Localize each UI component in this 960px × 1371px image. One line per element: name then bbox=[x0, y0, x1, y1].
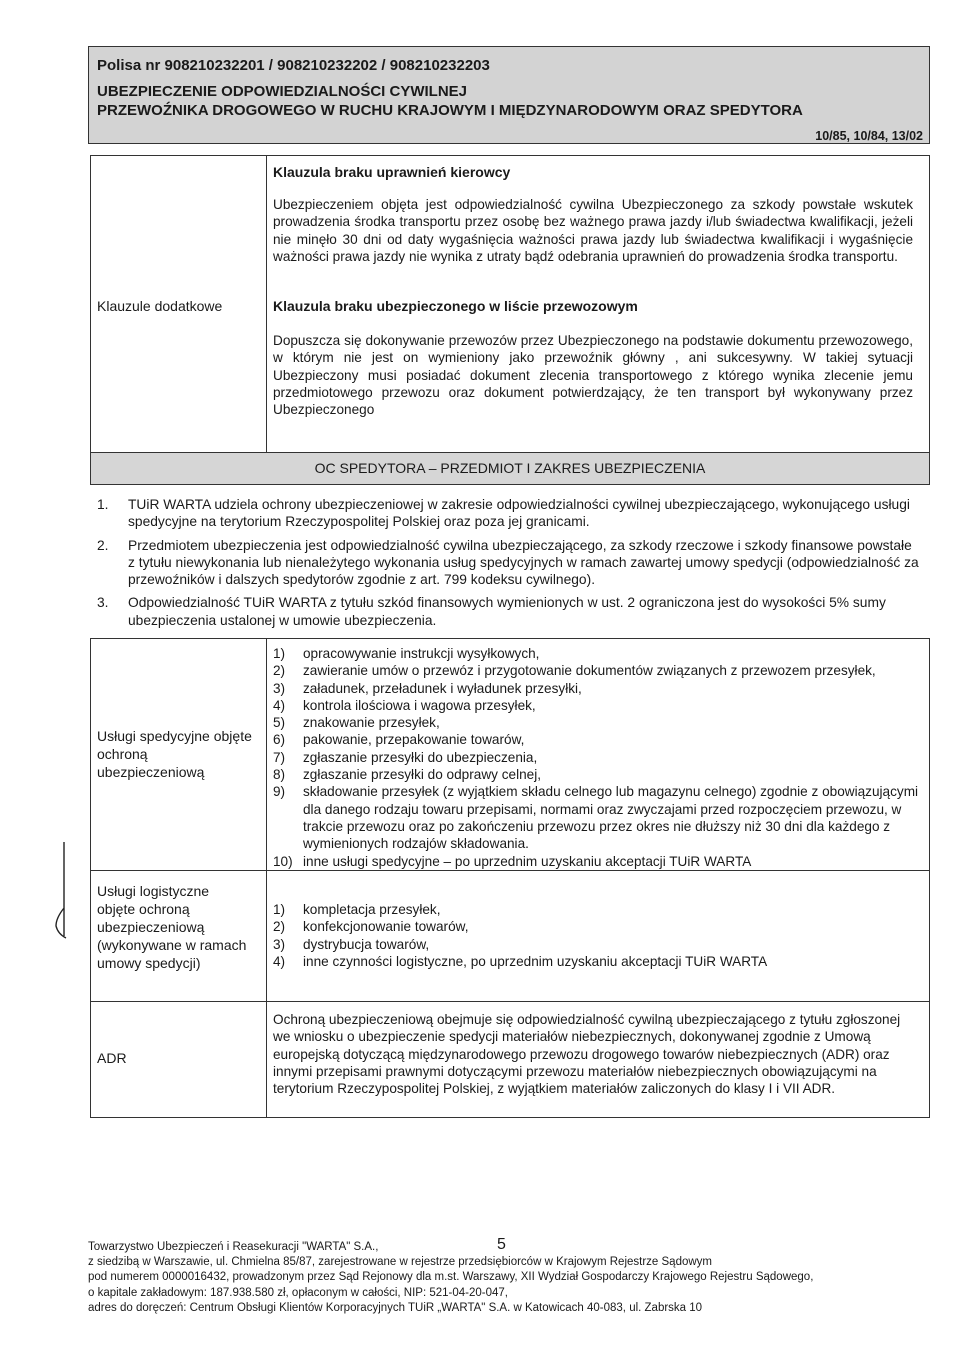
item-text: znakowanie przesyłek, bbox=[303, 715, 440, 731]
footer-line: pod numerem 0000016432, prowadzonym przez Sąd Rejonowy dla m.st. Warszawy, XII Wydział Gospodarczy Krajowego Rejestru Sądowego, bbox=[88, 1271, 814, 1284]
item-number: 3) bbox=[273, 680, 286, 696]
list-item bbox=[273, 936, 928, 953]
oc-scope-list bbox=[97, 496, 922, 635]
policy-number: Polisa nr 908210232201 / 908210232202 / 908210232203 bbox=[97, 57, 490, 74]
item-number: 1) bbox=[273, 646, 286, 661]
item-number: 8) bbox=[273, 767, 286, 783]
list-item bbox=[273, 697, 928, 714]
item-number: 9) bbox=[273, 784, 286, 800]
column-divider bbox=[266, 639, 267, 1117]
item-text: kontrola ilościowa i wagowa przesyłek, bbox=[303, 697, 536, 713]
item-number: 6) bbox=[273, 732, 286, 748]
item-number: 10) bbox=[273, 853, 293, 869]
oc-forwarder-section-title: OC SPEDYTORA – PRZEDMIOT I ZAKRES UBEZPIECZENIA bbox=[90, 452, 930, 485]
item-number: 2) bbox=[273, 919, 286, 935]
item-number: 1. bbox=[97, 497, 109, 512]
oc-scope-item bbox=[97, 594, 922, 629]
item-number: 1) bbox=[273, 902, 286, 917]
oc-scope-item bbox=[97, 537, 922, 589]
list-item bbox=[273, 731, 928, 748]
services-table bbox=[90, 638, 930, 1118]
row-divider bbox=[91, 870, 929, 871]
additional-clauses-table bbox=[90, 155, 930, 453]
list-item bbox=[273, 918, 928, 935]
clause-waybill-title: Klauzula braku ubezpieczonego w liście przewozowym bbox=[273, 298, 638, 314]
footer-line: adres do doręczeń: Centrum Obsługi Klientów Korporacyjnych TUiR „WARTA" S.A. w Katowicach 40-083, ul. Zabrska 10 bbox=[88, 1301, 703, 1314]
reference-codes: 10/85, 10/84, 13/02 bbox=[815, 129, 923, 143]
list-item bbox=[273, 645, 928, 662]
footer-line: Towarzystwo Ubezpieczeń i Reasekuracji "WARTA" S.A., bbox=[88, 1241, 379, 1253]
item-text: inne usługi spedycyjne – po uprzednim uzyskaniu akceptacji TUiR WARTA bbox=[303, 853, 752, 869]
spedition-services-label: Usługi spedycyjne objęte ochroną ubezpieczeniową bbox=[97, 728, 252, 780]
item-text: kompletacja przesyłek, bbox=[303, 902, 441, 917]
column-divider bbox=[266, 156, 267, 452]
item-number: 2) bbox=[273, 663, 286, 679]
list-item bbox=[273, 901, 928, 918]
logistics-services-list bbox=[273, 901, 928, 970]
list-item bbox=[273, 783, 928, 852]
list-item bbox=[273, 749, 928, 766]
item-text: zgłaszanie przesyłki do odprawy celnej, bbox=[303, 767, 542, 783]
item-text: dystrybucja towarów, bbox=[303, 936, 430, 952]
spedition-services-list bbox=[273, 645, 928, 870]
item-number: 4) bbox=[273, 953, 286, 969]
item-text: załadunek, przeładunek i wyładunek przesyłki, bbox=[303, 680, 582, 696]
page-number: 5 bbox=[497, 1236, 506, 1253]
item-text: opracowywanie instrukcji wysyłkowych, bbox=[303, 646, 540, 661]
oc-scope-item bbox=[97, 496, 922, 531]
footer-line: o kapitale zakładowym: 187.938.580 zł, opłaconym w całości, NIP: 521-04-20-047, bbox=[88, 1286, 508, 1299]
item-number: 3) bbox=[273, 936, 286, 952]
item-number: 7) bbox=[273, 749, 286, 765]
item-text: Przedmiotem ubezpieczenia jest odpowiedzialność cywilna ubezpieczającego, za szkody rzeczowe i szkody finansowe powstałe z tytułu niewykonania lub nienależytego wykonania usług spedycyjnych w ramach zawartej umowy spedycji (odpowiedzialność za przewoźników i dalszych spedytorów zgodnie z art. 799 kodeksu cywilnego). bbox=[128, 537, 919, 588]
list-item bbox=[273, 680, 928, 697]
list-item bbox=[273, 662, 928, 679]
item-text: TUiR WARTA udziela ochrony ubezpieczeniowej w zakresie odpowiedzialności cywilnej ubezpieczającego, wykonującego usługi spedycyjne na terytorium Rzeczypospolitej Polskiej oraz poza jej granicami. bbox=[128, 497, 910, 530]
item-number: 3. bbox=[97, 595, 109, 611]
item-text: Odpowiedzialność TUiR WARTA z tytułu szkód finansowych wymienionych w ust. 2 ograniczona jest do wysokości 5% sumy ubezpieczenia ustalonej w umowie ubezpieczenia. bbox=[128, 595, 886, 628]
item-text: zawieranie umów o przewóz i przygotowanie dokumentów związanych z przewozem przesyłek, bbox=[303, 663, 876, 679]
insurance-type-line2: PRZEWOŹNIKA DROGOWEGO W RUCHU KRAJOWYM I MIĘDZYNARODOWYM ORAZ SPEDYTORA bbox=[97, 102, 803, 119]
item-text: pakowanie, przepakowanie towarów, bbox=[303, 732, 525, 748]
adr-text: Ochroną ubezpieczeniową obejmuje się odpowiedzialność cywilną ubezpieczającego z tytułu zgłoszonej we wniosku o ubezpieczenie spedycji materiałów niebezpiecznych, dokonywanej zgodnie z Umową europejską dotyczącą międzynarodowego przewozu drogowego towarów niebezpiecznych (ADR) oraz innymi przepisami prawnymi dotyczącymi przewozu materiałów niebezpiecznych obowiązującymi na terytorium Rzeczypospolitej Polskiej, z wyjątkiem materiałów zaliczonych do klasy I i VII ADR. bbox=[273, 1012, 901, 1097]
item-text: zgłaszanie przesyłki do ubezpieczenia, bbox=[303, 749, 538, 765]
list-item bbox=[273, 953, 928, 970]
row-divider bbox=[91, 1001, 929, 1002]
additional-clauses-label: Klauzule dodatkowe bbox=[97, 298, 223, 314]
footer-line: z siedzibą w Warszawie, ul. Chmielna 85/87, zarejestrowane w rejestrze przedsiębiorców w Krajowym Rejestrze Sądowym bbox=[88, 1256, 713, 1269]
clause-driver-license-title: Klauzula braku uprawnień kierowcy bbox=[273, 164, 511, 180]
handwritten-bracket-mark bbox=[52, 838, 76, 943]
item-number: 5) bbox=[273, 715, 286, 731]
company-footer bbox=[88, 1240, 848, 1316]
item-text: inne czynności logistyczne, po uprzednim uzyskaniu akceptacji TUiR WARTA bbox=[303, 953, 768, 969]
clause-driver-license-text: Ubezpieczeniem objęta jest odpowiedzialność cywilna Ubezpieczonego za szkody powstałe wskutek prowadzenia środka transportu przez osobę bez ważnego prawa jazdy i/lub świadectwa kwalifikacji, jeżeli nie minęło 30 dni od daty wygaśnięcia ważności prawa jazdy lub świadectwa kwalifikacji i wygaśnięcie ważności prawa jazdy nie wynika z utraty bądź odebrania uprawnień do prowadzenia środka transportu. bbox=[273, 197, 913, 264]
clause-waybill-text: Dopuszcza się dokonywanie przewozów przez Ubezpieczonego na podstawie dokumentu przewozowego, w którym nie jest on wymieniony jako przewoźnik główny , ani sukcesywny. W takiej sytuacji Ubezpieczony musi posiadać dokument zlecenia transportowego z którego wynika zlecenie jemu przedmiotowego przewozu oraz dokument potwierdzający, że ten transport był wykonywany przez Ubezpieczonego bbox=[273, 333, 913, 418]
logistics-services-label: Usługi logistyczne objęte ochroną ubezpieczeniową (wykonywane w ramach umowy spedycji) bbox=[97, 883, 247, 971]
list-item bbox=[273, 714, 928, 731]
item-text: składowanie przesyłek (z wyjątkiem składu celnego lub magazynu celnego) zgodnie z obowiązującymi dla danego rodzaju towaru przepisami, normami oraz zwyczajami przed rozpoczęciem przewozu, w trakcie przewozu oraz po zakończeniu przewozu przez okres nie dłuższy niż 30 dni dla każdego z wymienionych rodzajów składowania. bbox=[303, 784, 919, 852]
item-number: 2. bbox=[97, 537, 109, 553]
list-item bbox=[273, 766, 928, 783]
item-number: 4) bbox=[273, 697, 286, 713]
list-item bbox=[273, 853, 928, 870]
item-text: konfekcjonowanie towarów, bbox=[303, 919, 469, 935]
insurance-type-line1: UBEZPIECZENIE ODPOWIEDZIALNOŚCI CYWILNEJ bbox=[97, 83, 468, 100]
adr-label: ADR bbox=[97, 1050, 127, 1066]
policy-header bbox=[88, 46, 930, 144]
